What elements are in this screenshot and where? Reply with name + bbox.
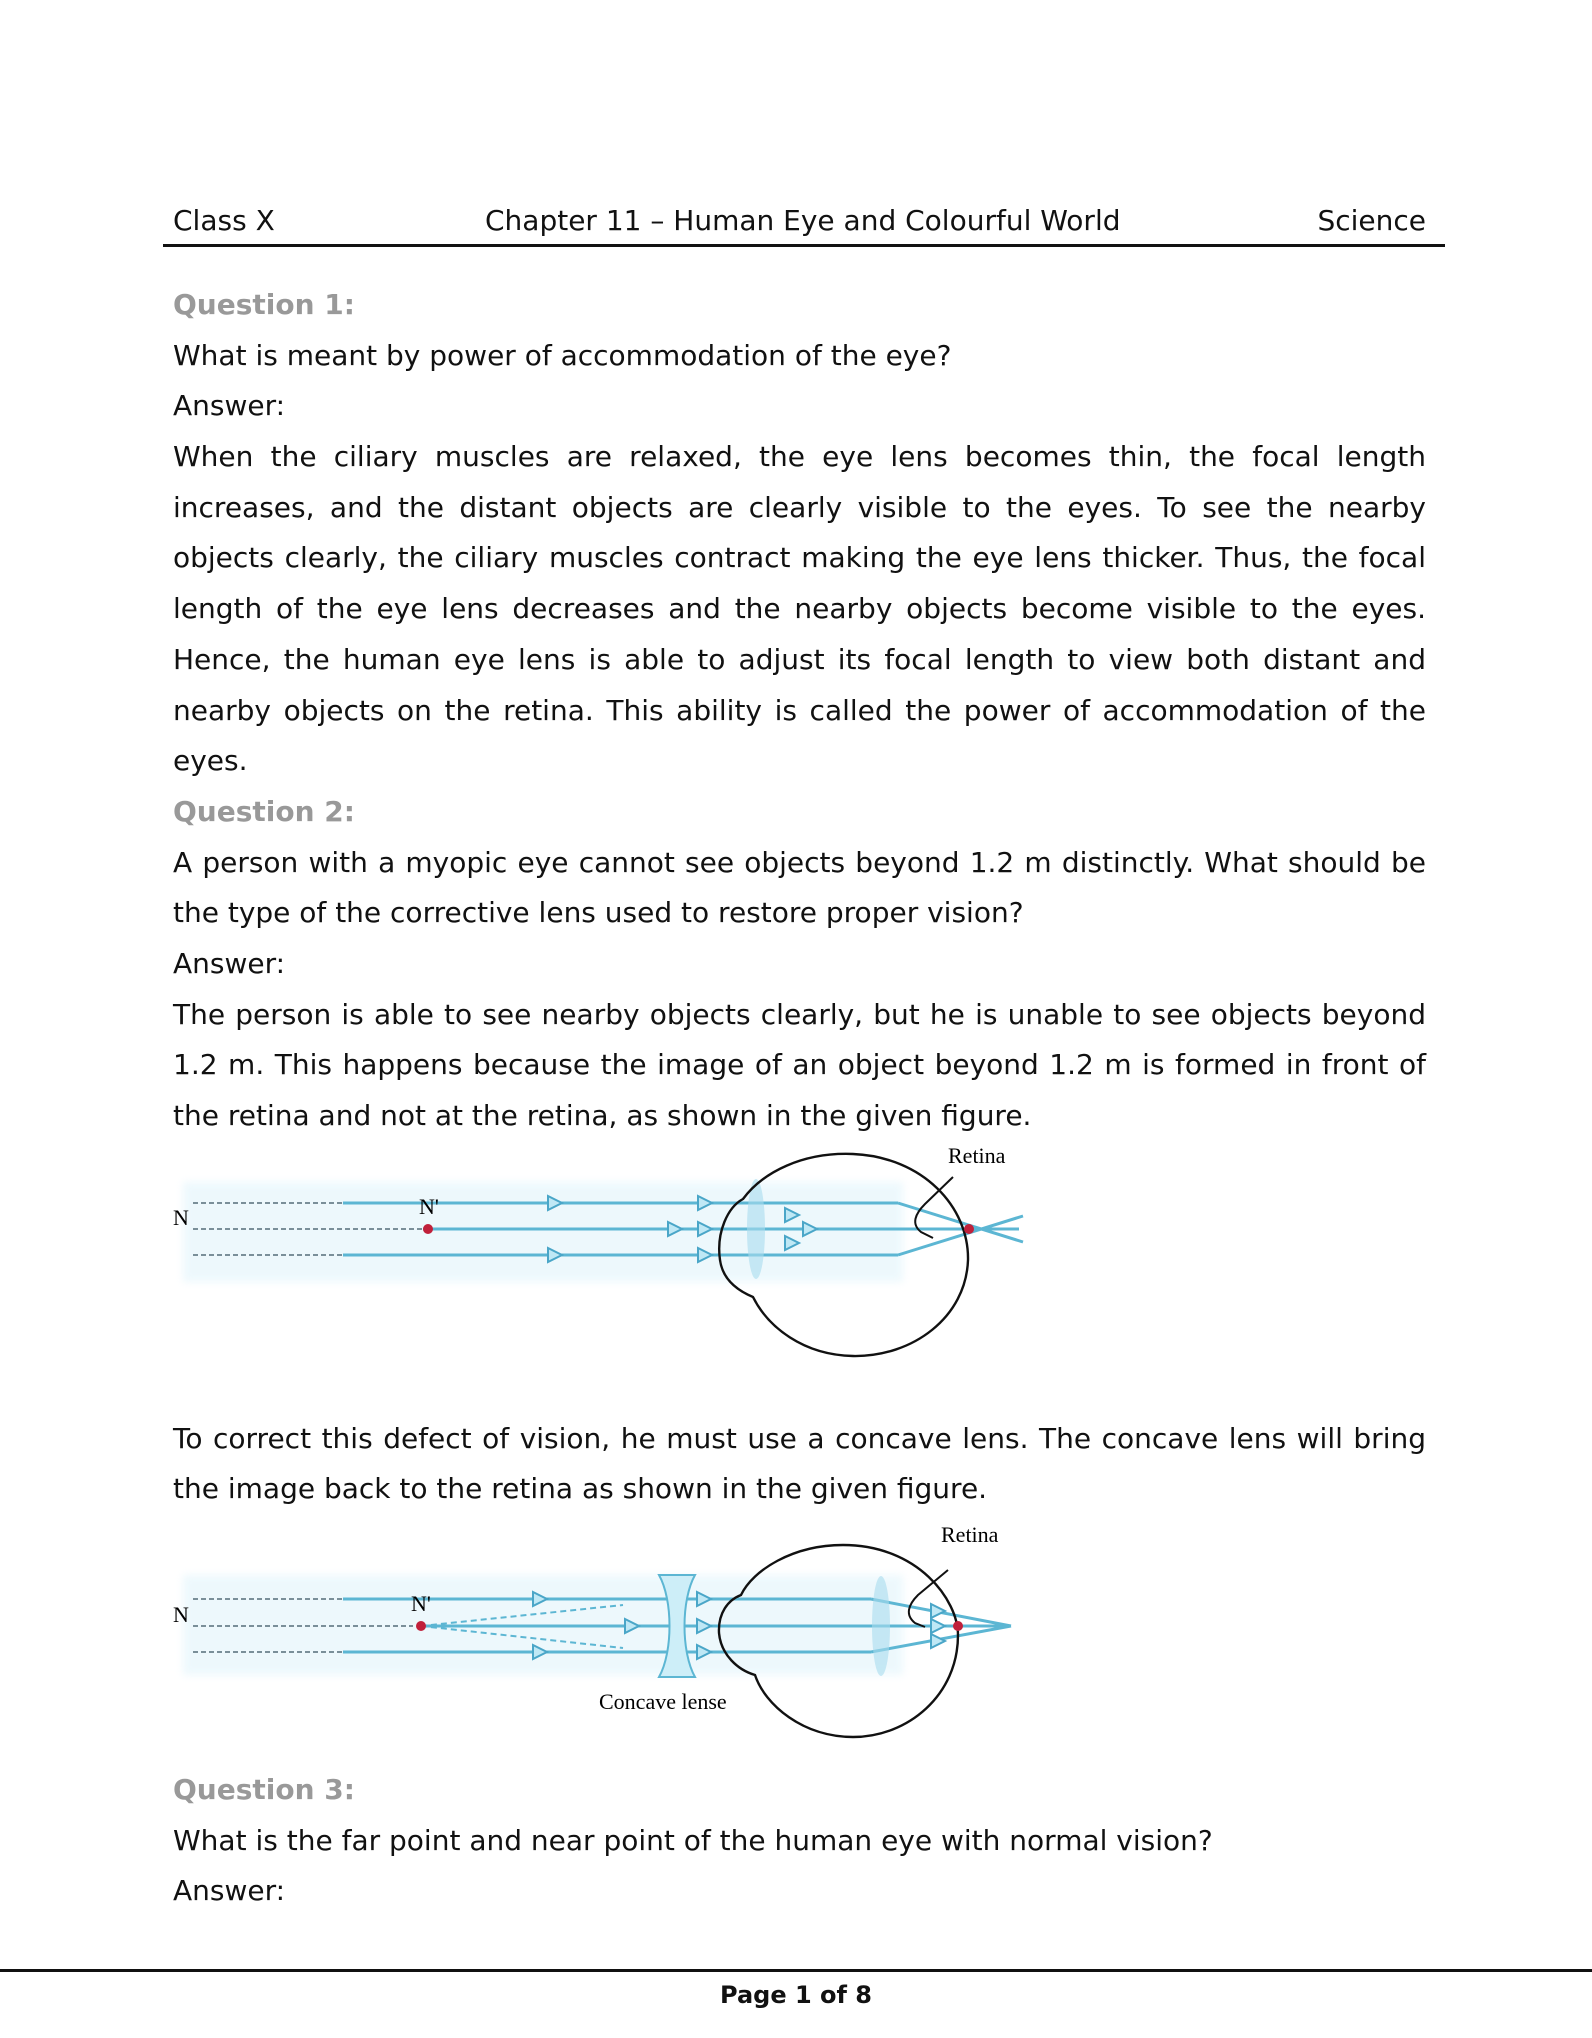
header-subject: Science [1317,204,1426,237]
myopic-eye-diagram [163,1142,1043,1414]
page-number: Page 1 of 8 [720,1981,872,2009]
retina-focus-dot [953,1621,963,1631]
answer-1-text [173,432,1426,787]
answer-2-label: Answer: [173,946,286,980]
retina-focus-dot [964,1224,974,1234]
image-point-dot [416,1621,426,1631]
image-point-dot [423,1224,433,1234]
label-image-point: N' [419,1193,439,1219]
label-concave-lens: Concave lense [599,1689,727,1715]
question-1-text: What is meant by power of accommodation of the eye? [173,338,952,372]
answer-line: length of the eye lens decreases and the nearby objects become visible to the eyes. [173,592,1426,626]
concave-correction-diagram [163,1515,1043,1765]
question-2-text: the type of the corrective lens used to restore proper vision? [173,896,1024,930]
question-2-heading: Question 2: [173,794,355,828]
retina-pointer [909,1570,948,1627]
header-divider [163,244,1445,247]
answer-line: objects clearly, the ciliary muscles contract making the eye lens thicker. Thus, the focal [173,541,1426,575]
question-3-heading: Question 3: [173,1773,355,1807]
page-header [173,200,1426,242]
question-2-text: A person with a myopic eye cannot see objects beyond 1.2 m distinctly. What should be [173,845,1426,879]
figure-myopic-eye [173,1142,1426,1414]
eye-lens [872,1576,890,1676]
question-3-text: What is the far point and near point of the human eye with normal vision? [173,1823,1213,1857]
eye-lens [747,1179,765,1279]
answer-line: To correct this defect of vision, he must use a concave lens. The concave lens will bring [173,1421,1426,1455]
answer-line: the image back to the retina as shown in the given figure. [173,1472,988,1506]
answer-line: the retina and not at the retina, as shown in the given figure. [173,1099,1032,1132]
label-image-point: N' [411,1591,431,1617]
header-class: Class X [173,204,275,237]
figure-corrected-eye [173,1515,1426,1765]
question-1-heading: Question 1: [173,288,355,321]
answer-line: When the ciliary muscles are relaxed, the eye lens becomes thin, the focal length [173,440,1426,474]
answer-line: Hence, the human eye lens is able to adjust its focal length to view both distant and [173,642,1426,676]
page-content [173,280,1426,1917]
header-chapter-title: Chapter 11 – Human Eye and Colourful World [485,204,1121,237]
label-retina: Retina [948,1142,1006,1168]
answer-line: increases, and the distant objects are clearly visible to the eyes. To see the nearby [173,490,1426,524]
answer-3-label: Answer: [173,1874,286,1908]
answer-1-label: Answer: [173,389,286,423]
answer-line: nearby objects on the retina. This ability is called the power of accommodation of the [173,693,1426,727]
answer-line: eyes. [173,744,248,778]
footer-divider [0,1969,1592,1972]
answer-line: The person is able to see nearby objects clearly, but he is unable to see objects beyond [173,997,1426,1031]
label-retina: Retina [941,1522,999,1548]
ray-glow [183,1182,903,1282]
label-far-point: N [173,1204,189,1230]
label-far-point: N [173,1602,189,1628]
answer-line: 1.2 m. This happens because the image of an object beyond 1.2 m is formed in front of [173,1048,1426,1082]
